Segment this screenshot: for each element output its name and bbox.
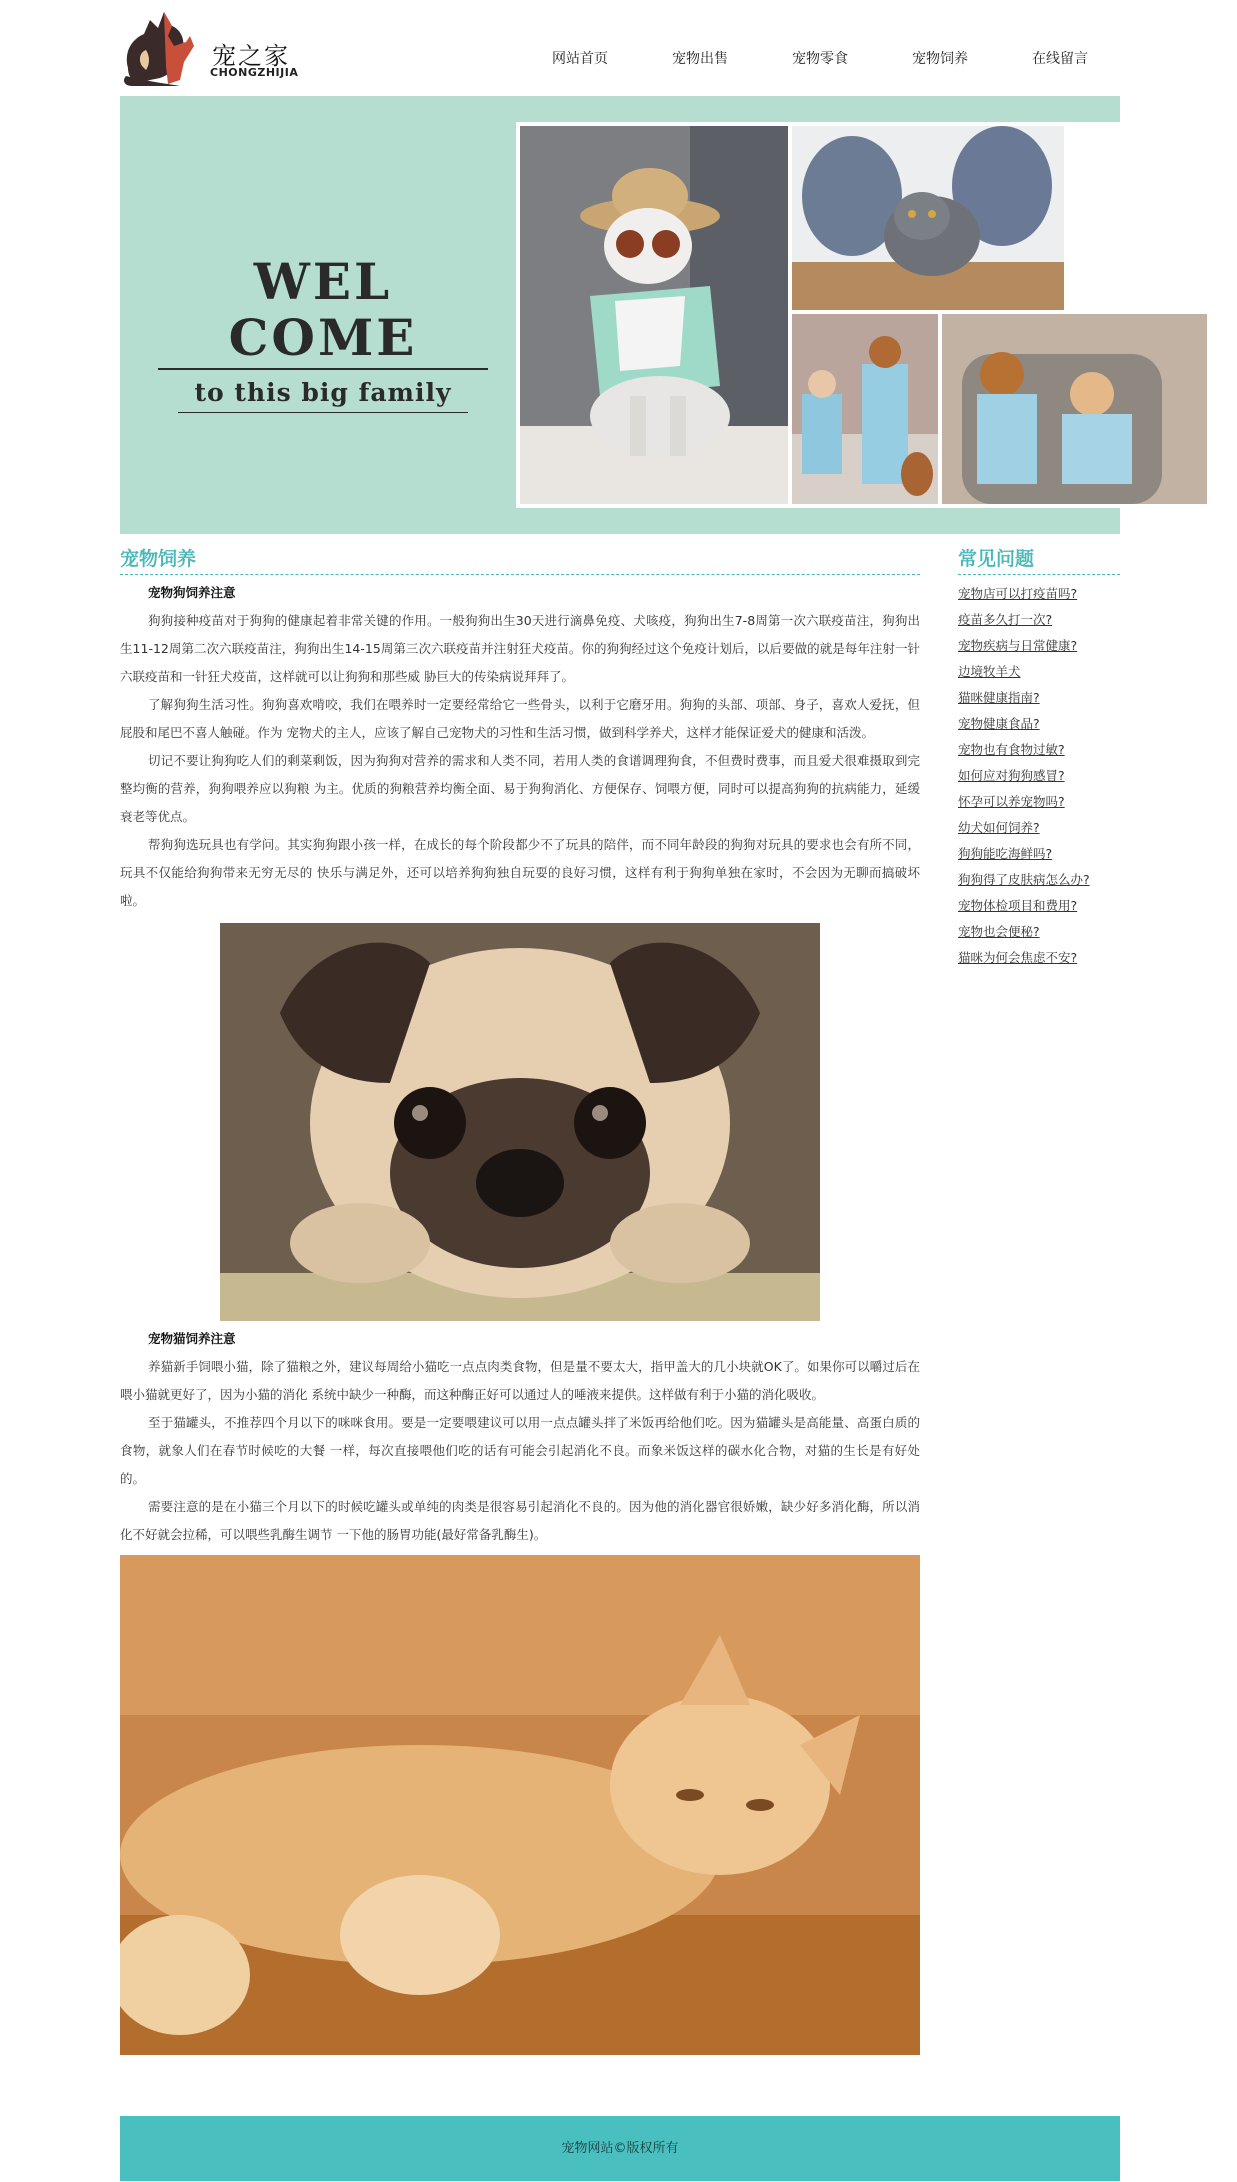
faq-link[interactable]: 边境牧羊犬 bbox=[958, 664, 1021, 679]
divider bbox=[158, 368, 488, 370]
logo-chinese-name: 宠之家 bbox=[212, 42, 290, 70]
nav-pet-sale[interactable]: 宠物出售 bbox=[672, 51, 728, 67]
article-paragraph: 狗狗接种疫苗对于狗狗的健康起着非常关键的作用。一般狗狗出生30天进行滴鼻免疫、犬咳疫，狗狗出生7-8周第一次六联疫苗注，狗狗出生11-12周第二次六联疫苗注，狗狗出生14-15周第三次六联疫苗并注射狂犬疫苗。你的狗狗经过这个免疫计划后，以后要做的就是每年注射一针六联疫苗和一针狂犬疫苗，这样就可以让狗狗和那些威 胁巨大的传染病说拜拜了。 bbox=[120, 613, 920, 684]
faq-link[interactable]: 宠物店可以打疫苗吗? bbox=[958, 586, 1078, 601]
faq-link[interactable]: 猫咪为何会焦虑不安? bbox=[958, 950, 1078, 965]
main-nav bbox=[520, 48, 1120, 68]
faq-title: 常见问题 bbox=[958, 544, 1120, 575]
list-item bbox=[958, 685, 1120, 711]
article-paragraph: 至于猫罐头，不推荐四个月以下的咪咪食用。要是一定要喂建议可以用一点点罐头拌了米饭再给他们吃。因为猫罐头是高能量、高蛋白质的食物，就象人们在春节时候吃的大餐 一样，每次直接喂他们吃的话有可能会引起消化不良。而象米饭这样的碳水化合物，对猫的生长是有好处的。 bbox=[120, 1415, 920, 1486]
list-item bbox=[958, 789, 1120, 815]
welcome-text bbox=[158, 254, 488, 413]
list-item bbox=[958, 919, 1120, 945]
dog-logo-icon bbox=[120, 6, 216, 88]
faq-link[interactable]: 宠物也有食物过敏? bbox=[958, 742, 1065, 757]
article-section-title: 宠物饲养 bbox=[120, 544, 920, 575]
site-footer bbox=[120, 2116, 1120, 2181]
nav-pet-snacks[interactable]: 宠物零食 bbox=[792, 51, 848, 67]
kid-and-dog-photo bbox=[792, 314, 938, 504]
welcome-tagline: to this big family bbox=[194, 378, 452, 407]
faq-sidebar bbox=[958, 534, 1120, 971]
faq-list bbox=[958, 581, 1120, 971]
faq-link[interactable]: 狗狗能吃海鲜吗? bbox=[958, 846, 1053, 861]
dog-care-heading: 宠物狗饲养注意 bbox=[148, 585, 236, 600]
article-paragraph: 切记不要让狗狗吃人们的剩菜剩饭，因为狗狗对营养的需求和人类不同，若用人类的食谱调理狗食，不但费时费事，而且爱犬很难摄取到完整均衡的营养，狗狗喂养应以狗粮 为主。优质的狗粮营养均衡全面、易于狗狗消化、方便保存、饲喂方便，同时可以提高狗狗的抗病能力，延缓衰老等优点。 bbox=[120, 753, 920, 824]
list-item bbox=[958, 633, 1120, 659]
cat-grooming-gloves-photo bbox=[792, 126, 1064, 310]
main-content bbox=[120, 534, 1120, 2094]
list-item bbox=[958, 763, 1120, 789]
site-logo[interactable] bbox=[120, 6, 320, 88]
list-item bbox=[958, 867, 1120, 893]
faq-link[interactable]: 宠物健康食品? bbox=[958, 716, 1040, 731]
divider bbox=[178, 412, 468, 413]
list-item bbox=[958, 945, 1120, 971]
nav-online-message[interactable]: 在线留言 bbox=[1032, 51, 1088, 67]
faq-link[interactable]: 宠物也会便秘? bbox=[958, 924, 1040, 939]
banner-photo-collage bbox=[516, 122, 1211, 508]
cat-in-hat-photo bbox=[520, 126, 788, 504]
article-paragraph: 养猫新手饲喂小猫，除了猫粮之外，建议每周给小猫吃一点点肉类食物，但是量不要太大，指甲盖大的几小块就OK了。如果你可以嚼过后在喂小猫就更好了，因为小猫的消化 系统中缺少一种酶，而这种酶正好可以通过人的唾液来提供。这样做有利于小猫的消化吸收。 bbox=[120, 1359, 920, 1402]
faq-link[interactable]: 如何应对狗狗感冒? bbox=[958, 768, 1065, 783]
faq-link[interactable]: 狗狗得了皮肤病怎么办? bbox=[958, 872, 1090, 887]
pug-photo bbox=[220, 923, 820, 1321]
dog-and-child-on-chair-photo bbox=[942, 314, 1207, 504]
list-item bbox=[958, 893, 1120, 919]
faq-link[interactable]: 怀孕可以养宠物吗? bbox=[958, 794, 1065, 809]
list-item bbox=[958, 581, 1120, 607]
logo-english-name: CHONGZHIJIA bbox=[210, 66, 299, 79]
faq-link[interactable]: 宠物疾病与日常健康? bbox=[958, 638, 1078, 653]
faq-link[interactable]: 疫苗多久打一次? bbox=[958, 612, 1053, 627]
pet-care-article bbox=[120, 534, 920, 2055]
site-header bbox=[120, 0, 1120, 96]
nav-pet-care[interactable]: 宠物饲养 bbox=[912, 51, 968, 67]
welcome-headline: WEL COME bbox=[228, 252, 418, 367]
hero-banner bbox=[120, 96, 1120, 534]
cat-care-heading: 宠物猫饲养注意 bbox=[148, 1331, 236, 1346]
nav-home[interactable]: 网站首页 bbox=[552, 51, 608, 67]
faq-link[interactable]: 猫咪健康指南? bbox=[958, 690, 1040, 705]
sleeping-cat-photo bbox=[120, 1555, 920, 2055]
faq-link[interactable]: 宠物体检项目和费用? bbox=[958, 898, 1078, 913]
list-item bbox=[958, 607, 1120, 633]
faq-link[interactable]: 幼犬如何饲养? bbox=[958, 820, 1040, 835]
copyright-text: 宠物网站©版权所有 bbox=[561, 2141, 679, 2156]
article-paragraph: 帮狗狗选玩具也有学问。其实狗狗跟小孩一样，在成长的每个阶段都少不了玩具的陪伴，而不同年龄段的狗狗对玩具的要求也会有所不同，玩具不仅能给狗狗带来无穷无尽的 快乐与满足外，还可以培养狗狗独自玩耍的良好习惯，这样有利于狗狗单独在家时，不会因为无聊而搞破坏啦。 bbox=[120, 837, 920, 908]
article-paragraph: 需要注意的是在小猫三个月以下的时候吃罐头或单纯的肉类是很容易引起消化不良的。因为他的消化器官很娇嫩，缺少好多消化酶，所以消化不好就会拉稀，可以喂些乳酶生调节 一下他的肠胃功能(最好常备乳酶生)。 bbox=[120, 1499, 920, 1542]
list-item bbox=[958, 659, 1120, 685]
list-item bbox=[958, 711, 1120, 737]
list-item bbox=[958, 737, 1120, 763]
list-item bbox=[958, 815, 1120, 841]
list-item bbox=[958, 841, 1120, 867]
article-paragraph: 了解狗狗生活习性。狗狗喜欢啃咬，我们在喂养时一定要经常给它一些骨头，以利于它磨牙用。狗狗的头部、项部、身子，喜欢人爱抚，但屁股和尾巴不喜人触碰。作为 宠物犬的主人，应该了解自己宠物犬的习性和生活习惯，做到科学养犬，这样才能保证爱犬的健康和活泼。 bbox=[120, 697, 920, 740]
